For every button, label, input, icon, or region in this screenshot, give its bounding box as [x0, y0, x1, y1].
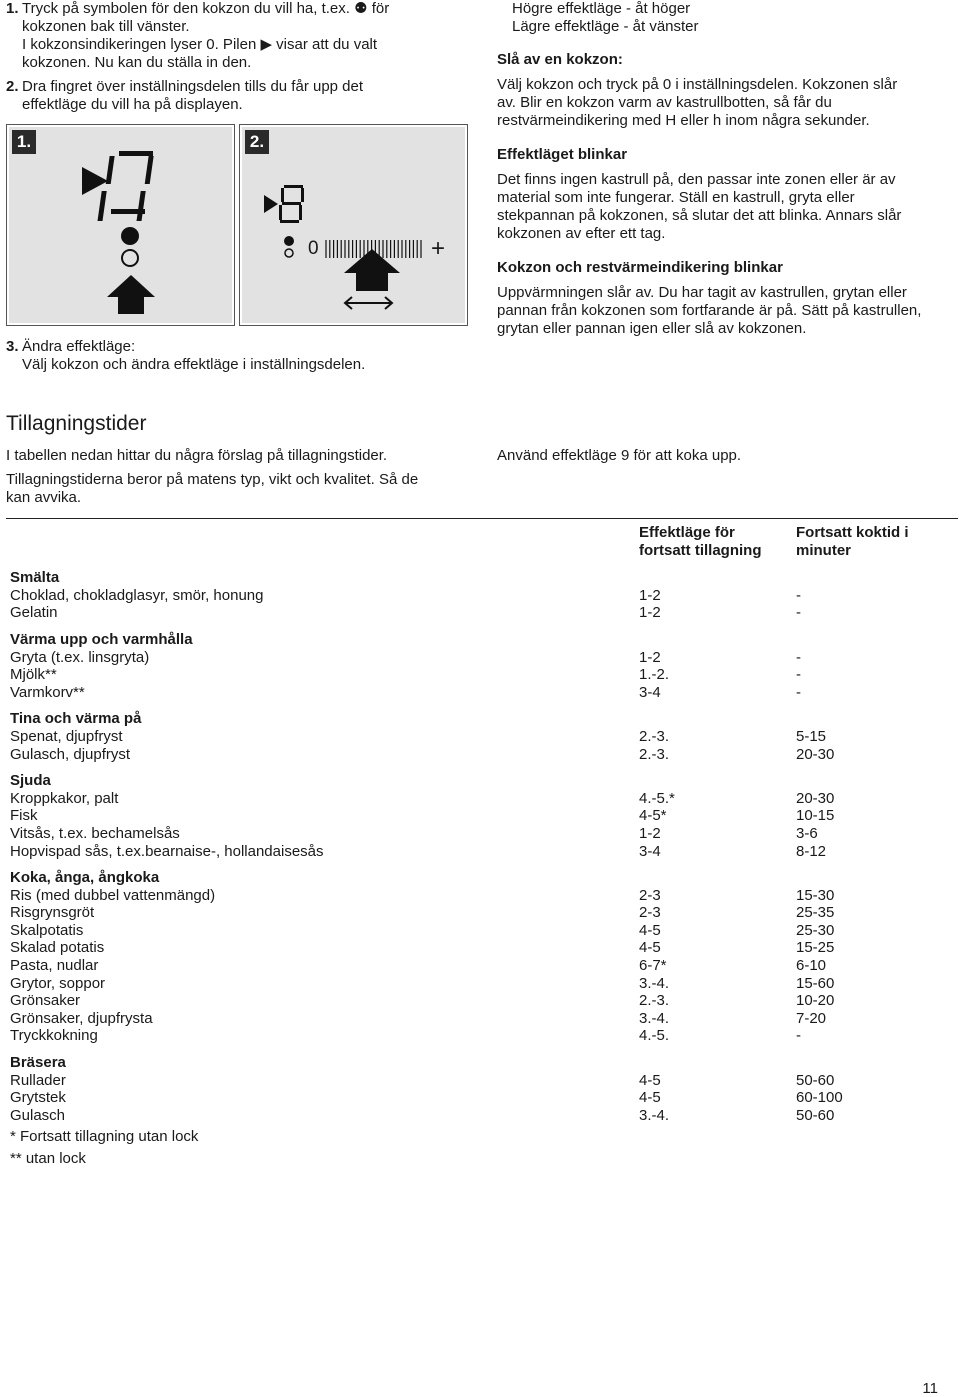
- table-row: [6, 790, 958, 808]
- section-line: restvärmeindikering med H eller h inom några sekunder.: [497, 112, 870, 129]
- table-row: [6, 887, 958, 905]
- table-header-food: [6, 518, 639, 569]
- section-line: pannan från kokzonen som fortfarande är på. Sätt på kastrullen,: [497, 302, 922, 319]
- section-line: Uppvärmningen slår av. Du har tagit av kastrullen, grytan eller: [497, 284, 907, 301]
- table-cell-food: Gelatin: [10, 604, 58, 622]
- zone-dot-outline-icon: [285, 249, 293, 257]
- section-title: Tillagningstider: [6, 412, 147, 435]
- table-cell-level: 4.-5.: [639, 1027, 670, 1045]
- zone-dot-outline-icon: [122, 250, 138, 266]
- table-cell-food: Varmkorv**: [10, 683, 85, 701]
- table-cell-level: 3-4: [639, 842, 661, 860]
- table-cell-food: Tryckkokning: [10, 1027, 98, 1045]
- table-cell-food: Rullader: [10, 1071, 66, 1089]
- table-cell-food: Grönsaker: [10, 992, 81, 1010]
- table-cell-time: 8-12: [796, 842, 827, 860]
- table-cell-food: Choklad, chokladglasyr, smör, honung: [10, 586, 264, 604]
- zone-dot-filled-icon: [121, 227, 139, 245]
- figure-panel-2: [239, 124, 468, 326]
- table-cell-level: 4-5: [639, 921, 661, 939]
- table-cell-food: Grytstek: [10, 1089, 66, 1107]
- step-1: [6, 0, 476, 72]
- table-cell-food: Fisk: [10, 807, 38, 825]
- table-row: [6, 922, 958, 940]
- selection-arrow-icon: [264, 195, 278, 213]
- table-cell-level: 2-3: [639, 886, 661, 904]
- section-turn-off: [497, 51, 957, 130]
- step-line: Dra fingret över inställningsdelen tills du får upp det: [22, 78, 364, 95]
- step-number: 2.: [6, 78, 19, 95]
- table-row: [6, 957, 958, 975]
- segment-digit-8: [279, 185, 304, 223]
- table-cell-time: 15-30: [796, 886, 835, 904]
- table-cell-time: 50-60: [796, 1071, 835, 1089]
- table-cell-level: 4.-5.*: [639, 789, 675, 807]
- table-row: [6, 1089, 958, 1107]
- table-row: [6, 684, 958, 702]
- section-line: material som inte fungerar. Ställ en kastrull, gryta eller: [497, 189, 855, 206]
- section-line: stekpannan på kokzonen, så slutar det att blinka. Annars slår: [497, 207, 902, 224]
- table-cell-food: Grytor, soppor: [10, 974, 106, 992]
- table-cell-food: Ris (med dubbel vattenmängd): [10, 886, 216, 904]
- table-cell-food: Gryta (t.ex. linsgryta): [10, 648, 150, 666]
- zone-dot-filled-icon: [284, 236, 294, 246]
- table-category-label: Sjuda: [10, 772, 51, 790]
- table-cell-food: Kroppkakor, palt: [10, 789, 119, 807]
- table-header-time: Fortsatt koktid i minuter: [796, 524, 909, 559]
- table-row: [6, 904, 958, 922]
- table-row: [6, 975, 958, 993]
- table-cell-level: 3.-4.: [639, 1009, 670, 1027]
- table-row: [6, 843, 958, 861]
- table-cell-level: 3-4: [639, 683, 661, 701]
- table-cell-time: -: [796, 648, 801, 666]
- table-row: [6, 728, 958, 746]
- step-line: effektläge du vill ha på displayen.: [22, 96, 243, 113]
- table-cell-food: Skalad potatis: [10, 939, 105, 957]
- table-cell-time: 10-20: [796, 992, 835, 1010]
- intro-left-line: kan avvika.: [6, 489, 82, 506]
- section-blinking: [497, 146, 957, 243]
- table-row: [6, 825, 958, 843]
- table-cell-food: Gulasch: [10, 1106, 66, 1124]
- table-cell-food: Pasta, nudlar: [10, 957, 99, 975]
- table-cell-time: 10-15: [796, 807, 835, 825]
- finger-arrow-up-icon: [107, 275, 155, 314]
- table-category-label: Tina och värma på: [10, 710, 142, 728]
- step-2: [6, 78, 476, 114]
- table-cell-time: 50-60: [796, 1106, 835, 1124]
- table-header-row: [6, 518, 958, 569]
- section-residual-heat: [497, 259, 957, 338]
- table-cell-level: 4-5: [639, 939, 661, 957]
- table-cell-food: Gulasch, djupfryst: [10, 745, 131, 763]
- right-column: [497, 0, 957, 338]
- table-cell-food: Vitsås, t.ex. bechamelsås: [10, 824, 180, 842]
- section-heading: Slå av en kokzon:: [497, 51, 623, 68]
- segment-digit: [98, 151, 154, 221]
- step-line: Välj kokzon och ändra effektläge i inställningsdelen.: [22, 356, 366, 373]
- table-row: [6, 604, 958, 622]
- table-row: [6, 1010, 958, 1028]
- section-heading: Kokzon och restvärmeindikering blinkar: [497, 259, 783, 276]
- table-row: [6, 1027, 958, 1045]
- table-category-row: [6, 622, 958, 649]
- table-cell-level: 4-5: [639, 1089, 661, 1107]
- step-line: kokzonen. Nu kan du ställa in den.: [22, 54, 252, 71]
- table-category-label: Bräsera: [10, 1054, 66, 1072]
- intro-left: [6, 447, 486, 507]
- table-cell-time: 5-15: [796, 727, 827, 745]
- table-cell-time: 6-10: [796, 957, 827, 975]
- table-cell-food: Risgrynsgröt: [10, 904, 95, 922]
- section-line: kokzonen av efter ett tag.: [497, 225, 666, 242]
- table-row: [6, 992, 958, 1010]
- table-cell-time: -: [796, 683, 801, 701]
- table-category-row: [6, 763, 958, 790]
- table-row: [6, 587, 958, 605]
- footnote-2: ** utan lock: [10, 1150, 86, 1167]
- table-cell-level: 4-5: [639, 1071, 661, 1089]
- table-cell-level: 1-2: [639, 648, 661, 666]
- step-line: Ändra effektläge:: [22, 338, 136, 355]
- table-cell-food: Mjölk**: [10, 666, 57, 684]
- step-line: kokzonen bak till vänster.: [22, 18, 190, 35]
- table-cell-level: 3.-4.: [639, 1106, 670, 1124]
- table-category-row: [6, 860, 958, 887]
- step-line: I kokzonsindikeringen lyser 0. Pilen ▶ visar att du valt: [22, 36, 378, 53]
- section-heading: Effektläget blinkar: [497, 146, 628, 163]
- section-line: av. Blir en kokzon varm av kastrullbotten, så får du: [497, 94, 832, 111]
- table-cell-food: Hopvispad sås, t.ex.bearnaise-, hollandaisesås: [10, 842, 324, 860]
- cooking-time-table: [6, 518, 958, 1124]
- panel-badge-1: 1.: [12, 130, 36, 154]
- slider-plus-label: +: [431, 235, 446, 262]
- section-line: Välj kokzon och tryck på 0 i inställningsdelen. Kokzonen slår: [497, 76, 898, 93]
- step-number: 1.: [6, 0, 19, 17]
- selection-arrow-icon: [82, 167, 108, 195]
- slider-zero-label: 0: [308, 238, 319, 259]
- table-cell-time: 3-6: [796, 824, 818, 842]
- table-cell-time: 60-100: [796, 1089, 843, 1107]
- section-line: grytan eller pannan igen eller slå av kokzonen.: [497, 320, 807, 337]
- table-cell-food: Grönsaker, djupfrysta: [10, 1009, 153, 1027]
- table-cell-food: Spenat, djupfryst: [10, 727, 123, 745]
- table-category-label: Värma upp och varmhålla: [10, 630, 193, 648]
- table-row: [6, 1072, 958, 1090]
- swipe-double-arrow-icon: [345, 297, 392, 309]
- section-line: Det finns ingen kastrull på, den passar inte zonen eller är av: [497, 171, 896, 188]
- intro-line: Lägre effektläge - åt vänster: [512, 18, 699, 35]
- table-cell-level: 6-7*: [639, 957, 667, 975]
- step-3: [6, 338, 476, 374]
- page-number: 11: [922, 1380, 938, 1397]
- display-illustration-1: [7, 125, 234, 325]
- intro-line: Högre effektläge - åt höger: [512, 0, 691, 17]
- footnote-1: * Fortsatt tillagning utan lock: [10, 1128, 199, 1145]
- table-category-row: [6, 1045, 958, 1072]
- table-cell-level: 2.-3.: [639, 727, 670, 745]
- table-cell-time: 25-30: [796, 921, 835, 939]
- table-cell-time: 15-25: [796, 939, 835, 957]
- table-cell-time: 7-20: [796, 1009, 827, 1027]
- table-cell-time: 25-35: [796, 904, 835, 922]
- table-cell-level: 2.-3.: [639, 992, 670, 1010]
- intro-left-line: Tillagningstiderna beror på matens typ, vikt och kvalitet. Så de: [6, 471, 419, 488]
- step-line: Tryck på symbolen för den kokzon du vill ha, t.ex. ⚉ för: [22, 0, 390, 17]
- step-number: 3.: [6, 338, 19, 355]
- table-row: [6, 649, 958, 667]
- table-cell-time: 20-30: [796, 789, 835, 807]
- panel-badge-2: 2.: [245, 130, 269, 154]
- table-row: [6, 746, 958, 764]
- table-row: [6, 1107, 958, 1125]
- table-category-row: [6, 701, 958, 728]
- intro-left-line: I tabellen nedan hittar du några förslag på tillagningstider.: [6, 447, 388, 464]
- table-cell-time: 20-30: [796, 745, 835, 763]
- table-cell-level: 1-2: [639, 604, 661, 622]
- table-header-level: Effektläge för fortsatt tillagning: [639, 524, 762, 559]
- table-cell-level: 4-5*: [639, 807, 667, 825]
- table-cell-level: 3.-4.: [639, 974, 670, 992]
- table-cell-level: 1-2: [639, 586, 661, 604]
- table-cell-food: Skalpotatis: [10, 921, 84, 939]
- table-row: [6, 807, 958, 825]
- table-cell-level: 2-3: [639, 904, 661, 922]
- figure-panel-1: [6, 124, 235, 326]
- table-cell-time: -: [796, 666, 801, 684]
- table-category-label: Smälta: [10, 569, 60, 587]
- intro-right: Använd effektläge 9 för att koka upp.: [497, 447, 742, 464]
- table-cell-time: 15-60: [796, 974, 835, 992]
- table-cell-time: -: [796, 1027, 801, 1045]
- table-row: [6, 666, 958, 684]
- table-cell-time: -: [796, 586, 801, 604]
- table-cell-level: 1.-2.: [639, 666, 670, 684]
- table-category-row: [6, 569, 958, 587]
- table-row: [6, 939, 958, 957]
- table-cell-time: -: [796, 604, 801, 622]
- table-cell-level: 1-2: [639, 824, 661, 842]
- table-cell-level: 2.-3.: [639, 745, 670, 763]
- display-illustration-2: [240, 125, 467, 325]
- table-category-label: Koka, ånga, ångkoka: [10, 869, 160, 887]
